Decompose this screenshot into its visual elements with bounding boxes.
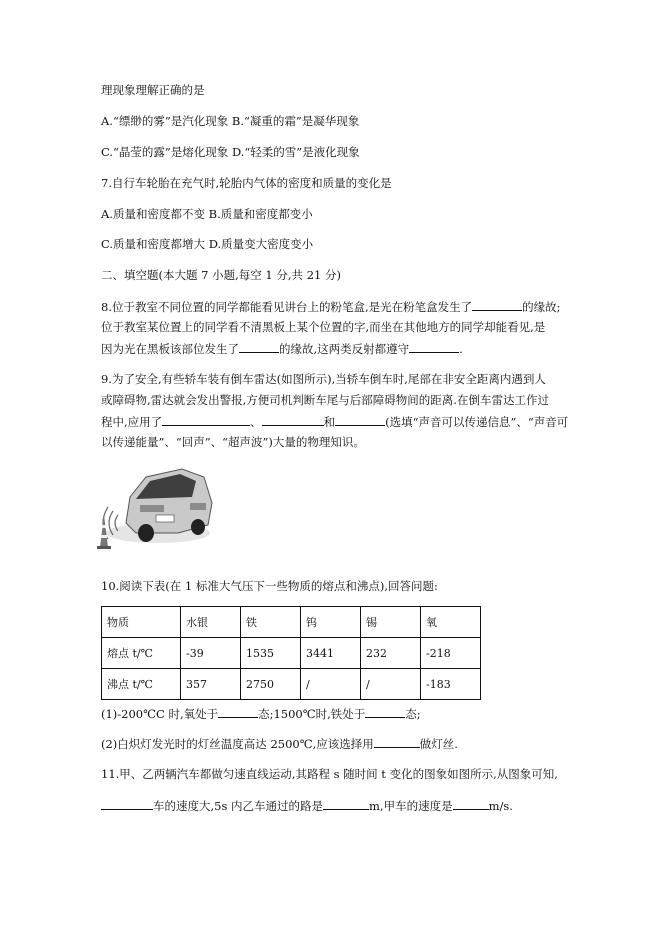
table-header-cell: 铁: [241, 607, 301, 638]
q8-line3: [101, 340, 463, 357]
q9-line3: [101, 413, 568, 430]
q10-stem: 10.阅读下表(在 1 标准大气压下一些物质的熔点和沸点),回答问题:: [101, 579, 438, 593]
q8-text: 的缘故,这两类反射都遵守: [279, 342, 410, 356]
rear-wheel-icon: [191, 519, 205, 535]
q9-line1: 9.为了安全,有些轿车装有倒车雷达(如图所示),当轿车倒车时,尾部在非安全距离内遇到人: [101, 372, 546, 386]
section-heading: 二、填空题(本大题 7 小题,每空 1 分,共 21 分): [101, 268, 341, 282]
q10-text: (2)白炽灯发光时的灯丝温度高达 2500℃,应该选择用: [101, 737, 374, 751]
q9-line4: 以传递能量”、“回声”、“超声波”)大量的物理知识。: [101, 435, 365, 449]
melting-boiling-table: [101, 606, 481, 700]
answer-blank[interactable]: [374, 735, 420, 748]
q9-line2: 或障碍物,雷达就会发出警报,方便司机判断车尾与后部障碍物间的距离.在倒车雷达工作过: [101, 393, 549, 407]
q7-options-cd: C.质量和密度都增大 D.质量变大密度变小: [101, 237, 314, 251]
license-plate: [156, 515, 174, 522]
answer-blank[interactable]: [472, 298, 522, 311]
table-cell: 2750: [241, 669, 301, 700]
q11-text: m/s.: [488, 799, 513, 813]
q10-text: 态;1500℃时,铁处于: [258, 707, 366, 721]
table-row: [102, 638, 481, 669]
answer-blank[interactable]: [101, 797, 153, 810]
q11-text: m,甲车的速度是: [369, 799, 453, 813]
table-cell: 3441: [301, 638, 361, 669]
q10-text: 做灯丝.: [419, 737, 458, 751]
q8-text: .: [459, 342, 463, 356]
answer-blank[interactable]: [218, 705, 258, 718]
parking-radar-car-figure: [96, 463, 216, 553]
table-cell: 232: [361, 638, 421, 669]
q11-line2: [101, 797, 513, 814]
table-header-cell: 锡: [361, 607, 421, 638]
q6-stem: 理现象理解正确的是: [101, 83, 205, 97]
q9-text: (选填“声音可以传递信息”、“声音可: [385, 415, 569, 429]
q6-options-cd: C.“晶莹的露”是熔化现象 D.“轻柔的雪”是液化现象: [101, 145, 360, 159]
table-cell: 1535: [241, 638, 301, 669]
q6-options-ab: A.“缥缈的雾”是汽化现象 B.“凝重的霜”是凝华现象: [101, 114, 360, 128]
answer-blank[interactable]: [453, 797, 489, 810]
table-header-cell: 物质: [102, 607, 181, 638]
table-cell: 熔点 t/℃: [102, 638, 181, 669]
table-cell: /: [301, 669, 361, 700]
answer-blank[interactable]: [239, 340, 279, 353]
cone-stripe: [101, 535, 107, 538]
table-cell: -218: [421, 638, 481, 669]
table-cell: -183: [421, 669, 481, 700]
table-cell: -39: [181, 638, 241, 669]
table-header-cell: 水银: [181, 607, 241, 638]
car-taillight: [140, 505, 164, 512]
q8-line1: [101, 298, 561, 315]
cone-stripe: [102, 525, 107, 528]
answer-blank[interactable]: [162, 413, 250, 426]
q10-sub1: [101, 705, 421, 722]
table-cell: 沸点 t/℃: [102, 669, 181, 700]
answer-blank[interactable]: [262, 413, 324, 426]
table-header-row: [102, 607, 481, 638]
q11-line1: 11.甲、乙两辆汽车都做匀速直线运动,其路程 s 随时间 t 变化的图象如图所示,从图象可知,: [101, 767, 558, 781]
q10-text: (1)-200℃C 时,氧处于: [101, 707, 219, 721]
table-cell: 357: [181, 669, 241, 700]
q9-text: 和: [323, 415, 336, 429]
q7-stem: 7.自行车轮胎在充气时,轮胎内气体的密度和质量的变化是: [101, 176, 392, 190]
q9-text: 程中,应用了: [101, 415, 163, 429]
answer-blank[interactable]: [409, 340, 459, 353]
q11-text: 车的速度大,5s 内乙车通过的路是: [153, 799, 324, 813]
q8-line2: 位于教室某位置上的同学看不清黑板上某个位置的字,而坐在其他地方的同学却能看见,是: [101, 320, 546, 334]
answer-blank[interactable]: [335, 413, 385, 426]
traffic-cone-icon: [100, 515, 108, 547]
q10-sub2: [101, 735, 458, 752]
q8-text: 的缘故;: [522, 300, 561, 314]
q9-text: 、: [250, 415, 262, 429]
cone-base: [97, 546, 111, 549]
answer-blank[interactable]: [365, 705, 405, 718]
q8-text: 因为光在黑板该部位发生了: [101, 342, 239, 356]
q10-text: 态;: [405, 707, 421, 721]
table-header-cell: 氧: [421, 607, 481, 638]
rear-wheel-icon: [138, 524, 154, 542]
q8-text: 8.位于教室不同位置的同学都能看见讲台上的粉笔盒,是光在粉笔盒发生了: [101, 300, 473, 314]
table-header-cell: 钨: [301, 607, 361, 638]
car-taillight: [190, 503, 206, 510]
table-cell: /: [361, 669, 421, 700]
q7-options-ab: A.质量和密度都不变 B.质量和密度都变小: [101, 207, 313, 221]
table-row: [102, 669, 481, 700]
answer-blank[interactable]: [323, 797, 369, 810]
